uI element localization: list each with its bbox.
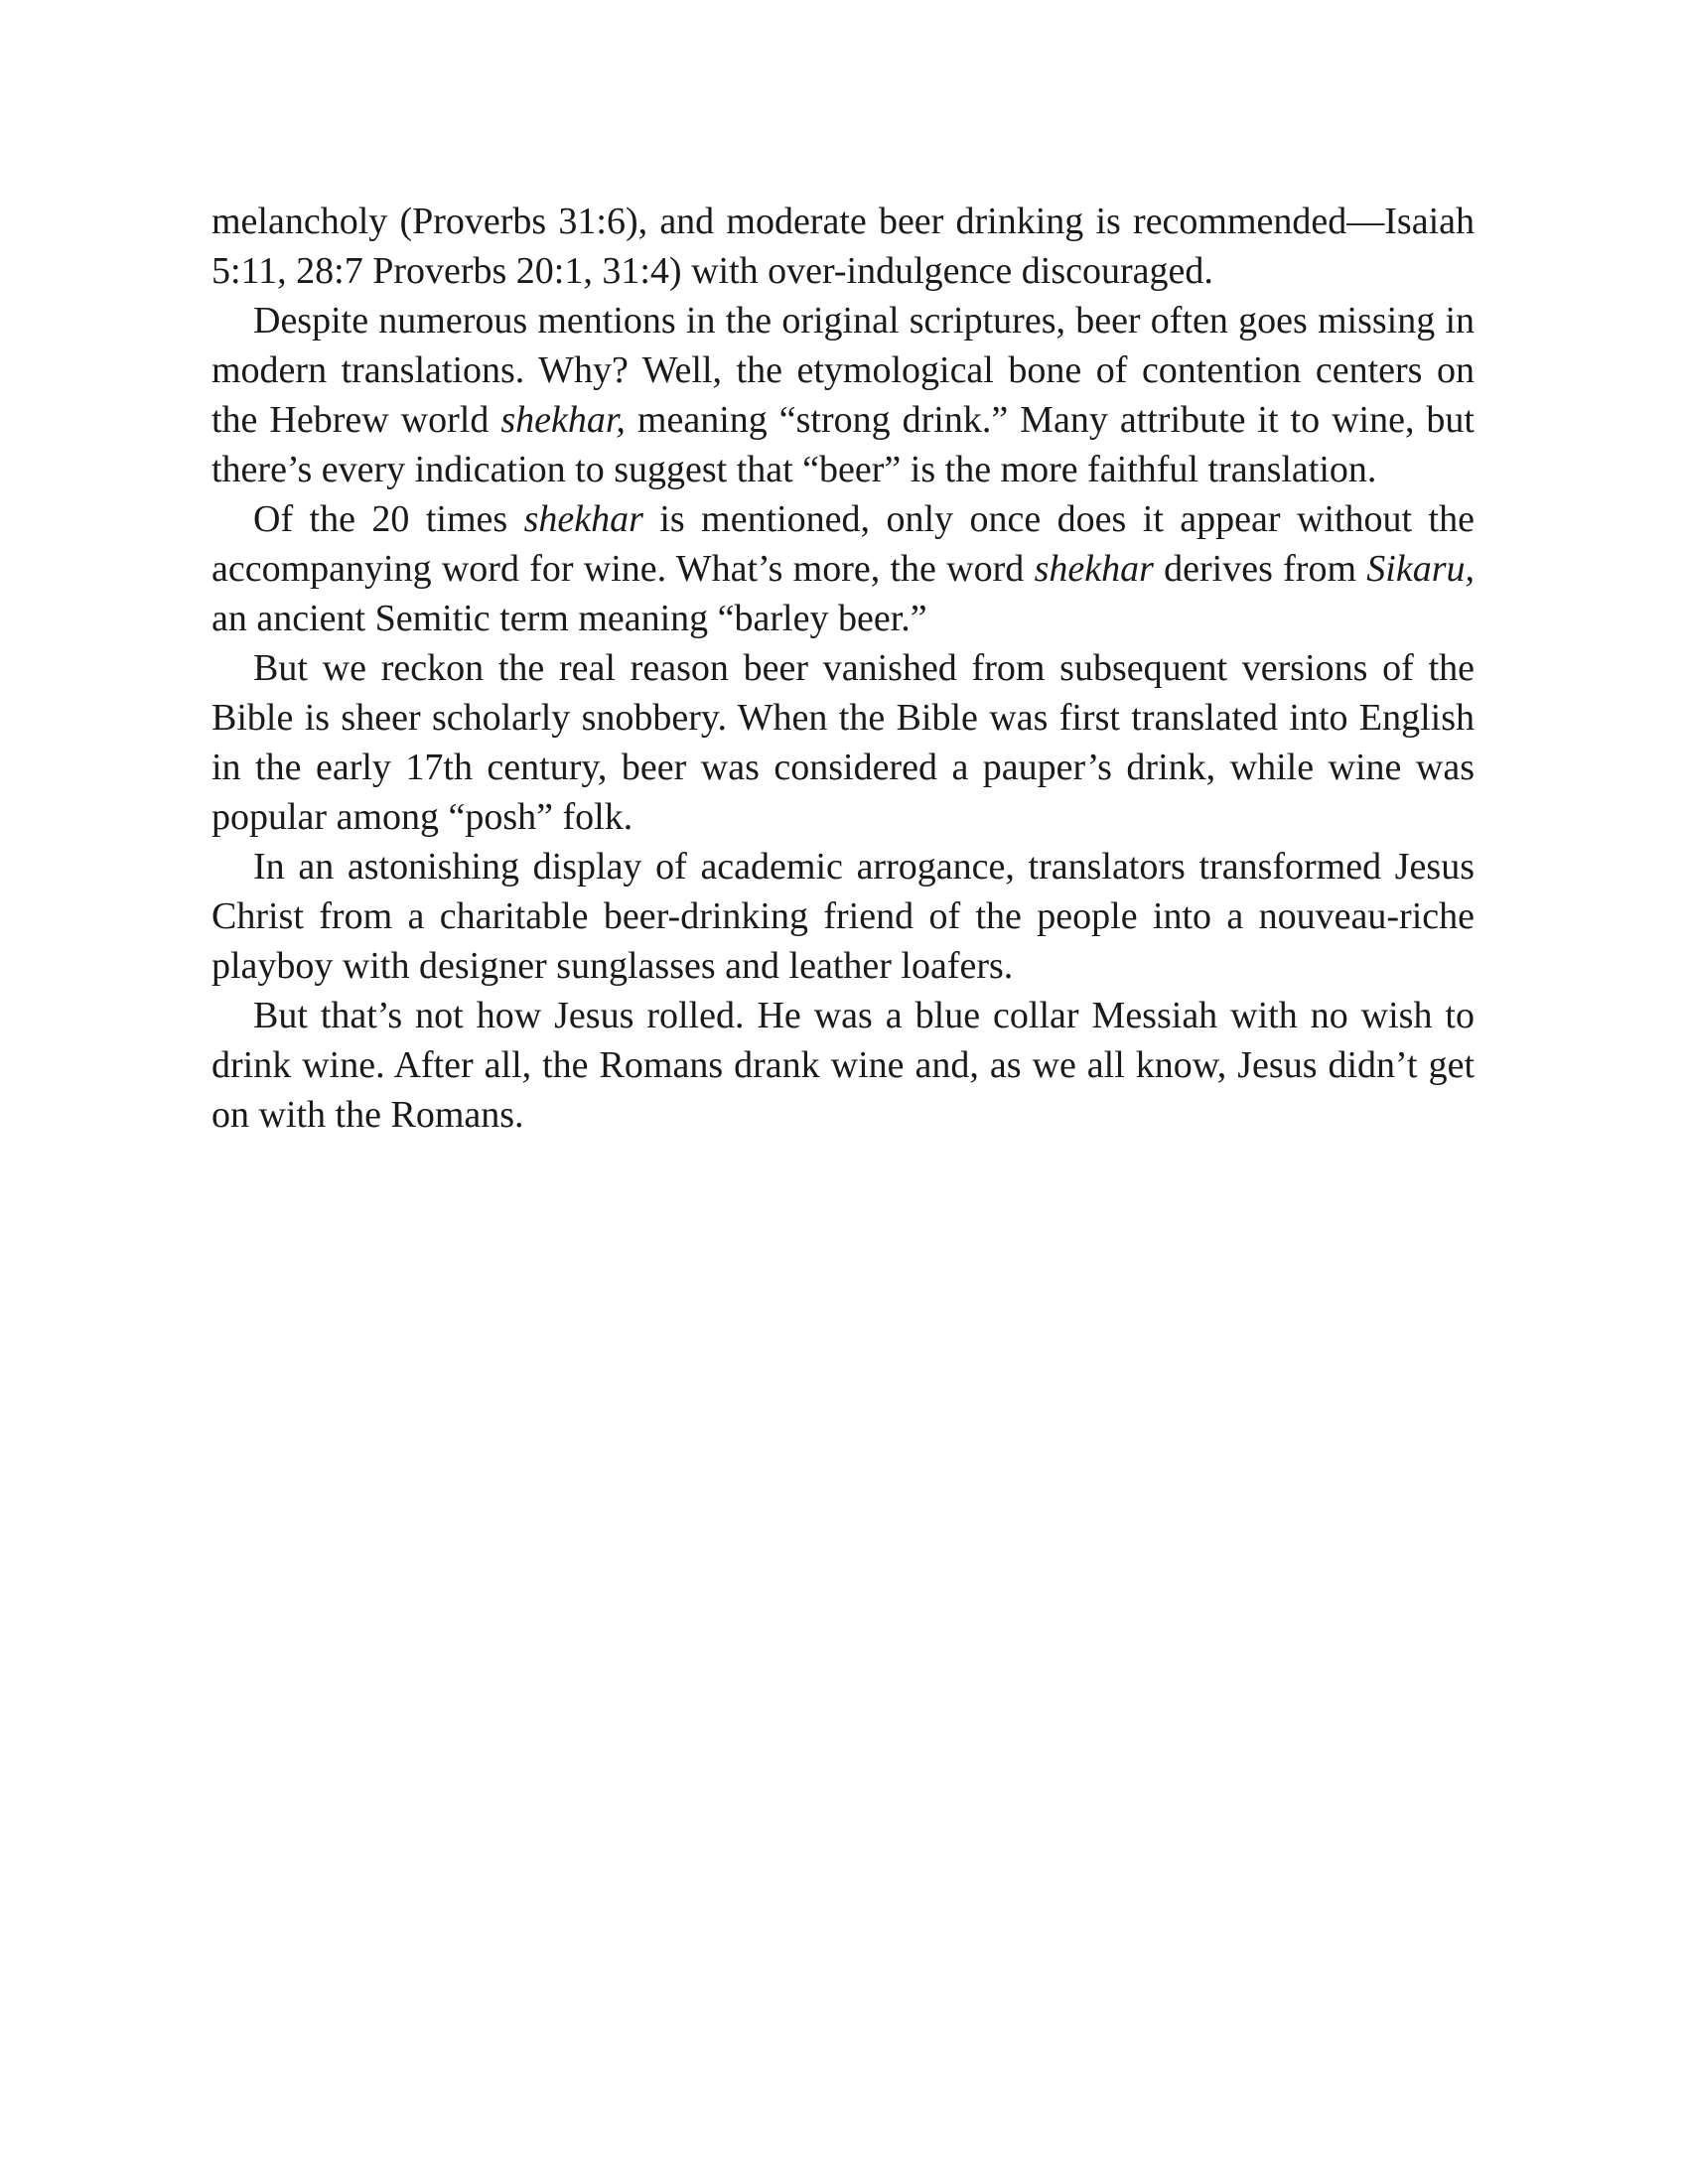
text-run: melancholy (Proverbs 31:6), and moderate beer drinking is recommended—Isaiah 5:11, 28:7 Proverbs 20:1, 31:4) with over-indulgence discouraged. [211, 201, 1475, 292]
text-run: Despite numerous mentions in the original scriptures, beer often goes missing in modern translations. Why? Well, the etymological bone of contention centers on the Hebrew world [211, 300, 1475, 441]
italic-term: Sikaru, [1366, 548, 1475, 590]
text-run: But that’s not how Jesus rolled. He was a blue collar Messiah with no wish to drink wine. After all, the Romans drank wine and, as we all know, Jesus didn’t get on with the Romans. [211, 995, 1475, 1136]
paragraph-3 [211, 494, 1475, 643]
italic-term: shekhar [523, 498, 643, 540]
text-run: meaning “strong drink.” Many attribute it to wine, but there’s every indication to suggest that “beer” is the more faithful translation. [211, 399, 1475, 490]
paragraph-4 [211, 643, 1475, 842]
paragraph-2 [211, 296, 1475, 494]
text-run: an ancient Semitic term meaning “barley beer.” [211, 598, 927, 639]
body-text [211, 197, 1475, 1140]
text-run: But we reckon the real reason beer vanished from subsequent versions of the Bible is sheer scholarly snobbery. When the Bible was first translated into English in the early 17th century, beer was considered a pauper’s drink, while wine was popular among “posh” folk. [211, 647, 1475, 838]
text-run: In an astonishing display of academic arrogance, translators transformed Jesus Christ from a charitable beer-drinking friend of the people into a nouveau-riche playboy with designer sunglasses and leather loafers. [211, 846, 1475, 987]
text-run: is mentioned, only once does it appear without the accompanying word for wine. What’s more, the word [211, 498, 1475, 590]
italic-term: shekhar, [500, 399, 626, 441]
italic-term: shekhar [1034, 548, 1154, 590]
paragraph-6 [211, 991, 1475, 1140]
text-run: derives from [1153, 548, 1367, 590]
paragraph-1 [211, 197, 1475, 296]
text-run: Of the 20 times [253, 498, 524, 540]
paragraph-5 [211, 842, 1475, 991]
